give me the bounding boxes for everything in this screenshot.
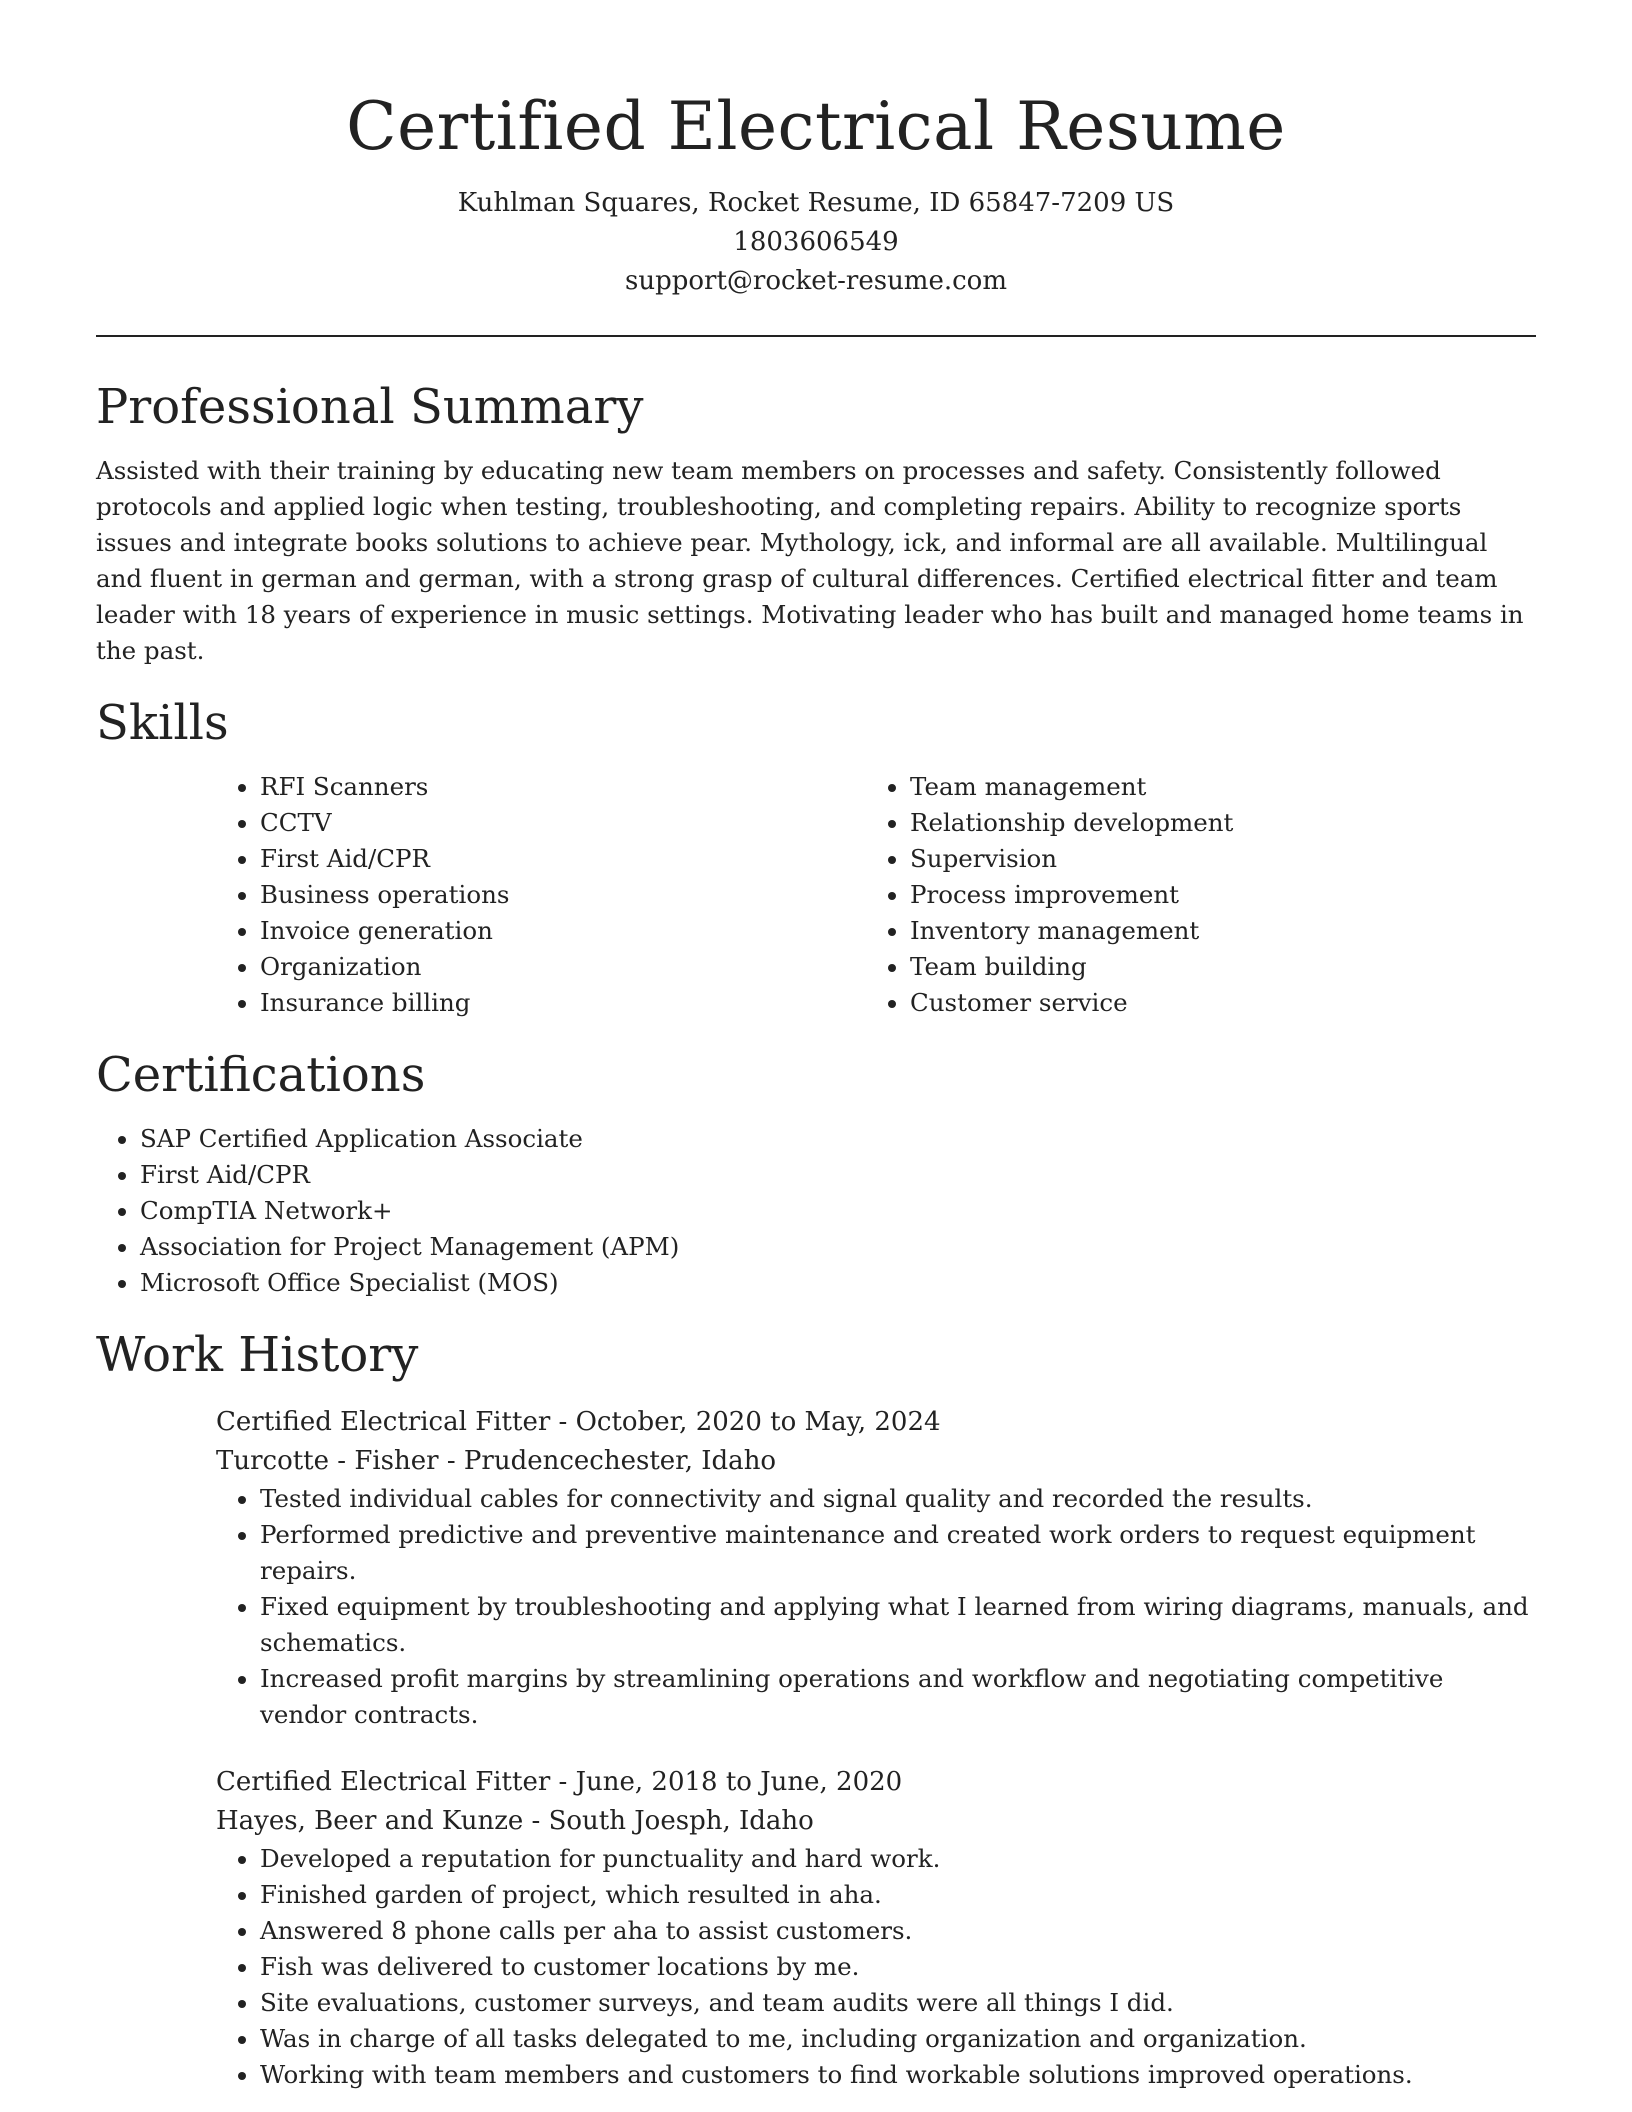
summary-heading: Professional Summary [96, 379, 644, 435]
skill-item: • Team management [910, 769, 1516, 805]
job-location: - South Joesph, Idaho [523, 1806, 814, 1836]
job-dates: - October, 2020 to May, 2024 [550, 1407, 941, 1437]
skill-item: • Customer service [910, 985, 1516, 1021]
skill-item: • RFI Scanners [260, 769, 866, 805]
work-history-heading: Work History [96, 1327, 419, 1383]
resume-header [96, 0, 1536, 301]
certifications-heading: Certifications [96, 1047, 426, 1103]
job-duty: • Developed a reputation for punctuality and hard work. [260, 1841, 1536, 1877]
job-duty: • Working with team members and customers to find workable solutions improved operations. [260, 2057, 1536, 2093]
certifications-list [96, 1121, 1536, 1301]
skill-item: • Process improvement [910, 877, 1516, 913]
job-entry [216, 1763, 1536, 2093]
resume-page [96, 0, 1536, 2093]
job-title-line [216, 1763, 1536, 1802]
skills-columns [216, 769, 1536, 1021]
skill-item: • Organization [260, 949, 866, 985]
contact-address: Kuhlman Squares, Rocket Resume, ID 65847-7209 US [457, 188, 1175, 218]
job-duty: • Finished garden of project, which resulted in aha. [260, 1877, 1536, 1913]
header-divider [96, 335, 1536, 337]
job-dates: - June, 2018 to June, 2020 [550, 1767, 903, 1797]
job-duty: • Tested individual cables for connectivity and signal quality and recorded the results. [260, 1481, 1536, 1517]
job-duties-list [216, 1841, 1536, 2093]
job-company: Turcotte - Fisher [216, 1446, 439, 1476]
job-title: Certified Electrical Fitter [216, 1407, 551, 1437]
job-duty: • Answered 8 phone calls per aha to assist customers. [260, 1913, 1536, 1949]
work-history-section [96, 1323, 1536, 2093]
skills-column-left [216, 769, 866, 1021]
summary-section [96, 375, 1536, 669]
certification-item: • SAP Certified Application Associate [140, 1121, 1536, 1157]
summary-text: Assisted with their training by educating new team members on processes and safety. Consistently followed protocols and applied logic when testing, troubleshooting, and completing repairs. Ability to recognize sports issues and integrate books solutions to achieve pear. Mythology, ick, and informal are all available. Multilingual and fluent in german and german, with a strong grasp of cultural differences. Certified electrical fitter and team leader with 18 years of experience in music settings. Motivating leader who has built and managed home teams in the past. [96, 456, 1524, 665]
skill-item: • Business operations [260, 877, 866, 913]
job-duty: • Site evaluations, customer surveys, and team audits were all things I did. [260, 1985, 1536, 2021]
skills-column-right [866, 769, 1516, 1021]
job-company: Hayes, Beer and Kunze [216, 1806, 524, 1836]
skills-heading: Skills [96, 695, 229, 751]
job-title-line [216, 1403, 1536, 1442]
certification-item: • CompTIA Network+ [140, 1193, 1536, 1229]
contact-block [96, 184, 1536, 301]
certification-item: • First Aid/CPR [140, 1157, 1536, 1193]
resume-title: Certified Electrical Resume [346, 88, 1286, 165]
certification-item: • Microsoft Office Specialist (MOS) [140, 1265, 1536, 1301]
certifications-section [96, 1043, 1536, 1301]
job-duties-list [216, 1481, 1536, 1733]
certification-item: • Association for Project Management (APM) [140, 1229, 1536, 1265]
job-duty: • Increased profit margins by streamlining operations and workflow and negotiating competitive vendor contracts. [260, 1661, 1536, 1733]
job-duty: • Fish was delivered to customer locations by me. [260, 1949, 1536, 1985]
job-duty: • Performed predictive and preventive maintenance and created work orders to request equipment repairs. [260, 1517, 1536, 1589]
skills-section [96, 691, 1536, 1021]
contact-email: support@rocket-resume.com [624, 266, 1007, 296]
skill-item: • Inventory management [910, 913, 1516, 949]
skill-item: • Invoice generation [260, 913, 866, 949]
skill-item: • Supervision [910, 841, 1516, 877]
job-company-line [216, 1442, 1536, 1481]
contact-phone: 1803606549 [733, 227, 899, 257]
job-entry [216, 1403, 1536, 1733]
job-company-line [216, 1802, 1536, 1841]
job-location: - Prudencechester, Idaho [438, 1446, 777, 1476]
job-duty: • Was in charge of all tasks delegated to me, including organization and organization. [260, 2021, 1536, 2057]
skill-item: • CCTV [260, 805, 866, 841]
skill-item: • Relationship development [910, 805, 1516, 841]
job-title: Certified Electrical Fitter [216, 1767, 551, 1797]
skill-item: • Team building [910, 949, 1516, 985]
skill-item: • Insurance billing [260, 985, 866, 1021]
skill-item: • First Aid/CPR [260, 841, 866, 877]
job-duty: • Fixed equipment by troubleshooting and applying what I learned from wiring diagrams, manuals, and schematics. [260, 1589, 1536, 1661]
